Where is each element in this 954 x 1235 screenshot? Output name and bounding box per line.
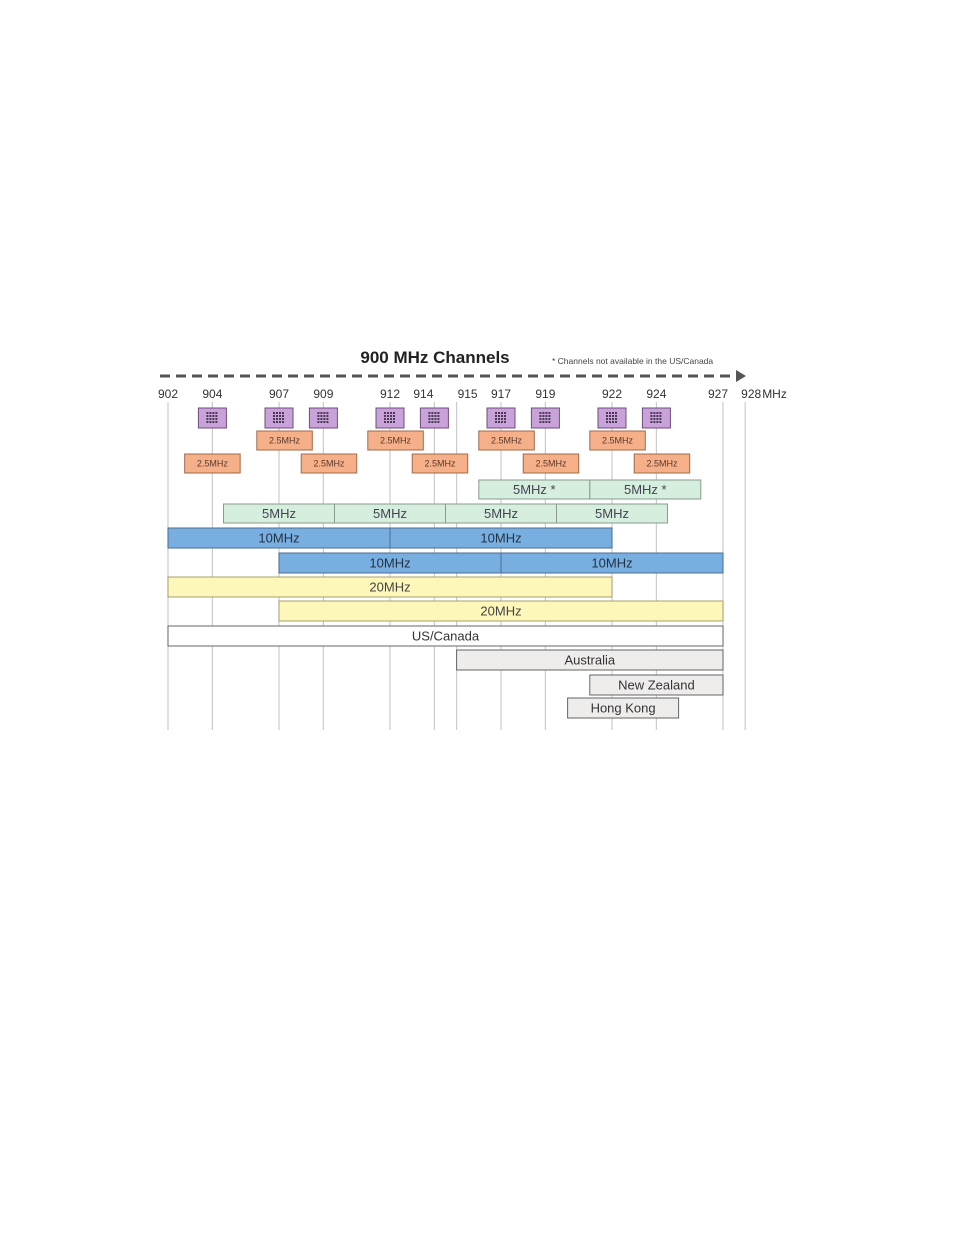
channel-grid-dot — [279, 421, 281, 423]
narrow-channel-917 — [487, 408, 515, 428]
channel-grid-dot — [384, 418, 386, 420]
tick-label-915: 915 — [457, 387, 478, 401]
channel-grid-dot — [653, 415, 655, 417]
channel-grid-dot — [609, 421, 611, 423]
channel-grid-dot — [273, 421, 275, 423]
channel-grid-dot — [539, 421, 541, 423]
channel-bar-label: 10MHz — [369, 555, 411, 571]
channel-grid-dot — [498, 421, 500, 423]
tick-label-912: 912 — [379, 387, 401, 401]
channel-grid-dot — [542, 412, 544, 414]
channel-grid-dot — [209, 415, 211, 417]
tick-label-928: 928 — [741, 387, 762, 401]
channel-bar-label: 5MHz — [484, 506, 518, 522]
channel-bar-label: Australia — [564, 652, 616, 668]
channel-grid-dot — [542, 415, 544, 417]
channel-grid-dot — [387, 412, 389, 414]
channel-grid-dot — [612, 421, 614, 423]
channel-grid-dot — [612, 415, 614, 417]
channel-bar-label: 2.5MHz — [380, 435, 412, 446]
channel-bar — [557, 504, 668, 523]
channel-bar — [168, 528, 390, 548]
channel-grid-dot — [212, 415, 214, 417]
tick-label-904: 904 — [202, 387, 223, 401]
channel-row-5 — [168, 528, 612, 548]
channel-row-8 — [279, 601, 723, 621]
channel-grid-dot — [276, 418, 278, 420]
axis-tick-labels — [158, 387, 787, 401]
channel-grid-dot — [501, 421, 503, 423]
channel-bar-label: 2.5MHz — [424, 458, 456, 469]
channel-bar-label: 2.5MHz — [535, 458, 567, 469]
tick-label-902: 902 — [157, 387, 179, 401]
channel-grid-dot — [542, 421, 544, 423]
channel-grid-dot — [215, 418, 217, 420]
channel-grid-dot — [387, 421, 389, 423]
channel-bar-label: 2.5MHz — [196, 458, 228, 469]
channel-grid-dot — [428, 418, 430, 420]
channel-row-7 — [168, 577, 612, 597]
channel-grid-dot — [504, 418, 506, 420]
channel-grid-dot — [545, 412, 547, 414]
channel-grid-dot — [501, 412, 503, 414]
channel-grid-dot — [606, 418, 608, 420]
tick-label-907: 907 — [268, 387, 290, 401]
channel-grid-dot — [282, 421, 284, 423]
channel-grid-dot — [206, 421, 208, 423]
channel-grid-dot — [609, 418, 611, 420]
channel-grid-dot — [276, 415, 278, 417]
narrow-channel-boxes — [198, 408, 670, 428]
channel-bar-label: 5MHz — [595, 506, 629, 522]
narrow-channel-904 — [198, 408, 226, 428]
channel-bar — [301, 454, 357, 473]
channel-grid-dot — [215, 412, 217, 414]
channel-grid-dot — [282, 418, 284, 420]
channel-bar-label: Hong Kong — [590, 700, 656, 716]
channel-grid-dot — [326, 415, 328, 417]
channel-grid-dot — [431, 421, 433, 423]
channel-grid-dot — [437, 418, 439, 420]
channel-grid-dot — [609, 415, 611, 417]
channel-bar-label: 5MHz — [373, 506, 407, 522]
channel-grid-dot — [384, 415, 386, 417]
tick-label-924: 924 — [646, 387, 667, 401]
diagram-title: 900 MHz Channels — [360, 348, 510, 367]
channel-grid-dot — [384, 421, 386, 423]
channel-grid-dot — [393, 421, 395, 423]
channel-grid-dot — [653, 418, 655, 420]
channel-bar — [185, 454, 241, 473]
channel-grid-dot — [212, 418, 214, 420]
channel-grid-dot — [545, 421, 547, 423]
channel-grid-dot — [434, 421, 436, 423]
channel-bar-label: 20MHz — [369, 579, 411, 595]
channel-bar — [168, 577, 612, 597]
tick-label-927: 927 — [707, 387, 729, 401]
channel-grid-dot — [279, 412, 281, 414]
channel-bar-label: 5MHz * — [512, 482, 556, 498]
channel-grid-dot — [656, 421, 658, 423]
channel-grid-dot — [434, 415, 436, 417]
channel-grid-dot — [387, 415, 389, 417]
channel-grid-dot — [206, 412, 208, 414]
channel-grid-dot — [206, 418, 208, 420]
channel-bar-label: 20MHz — [480, 603, 522, 619]
channel-bar — [590, 431, 646, 450]
channel-grid-dot — [320, 412, 322, 414]
narrow-channel-909 — [309, 408, 337, 428]
channel-grid-dot — [653, 412, 655, 414]
channel-grid-dot — [320, 421, 322, 423]
channel-grid-dot — [539, 412, 541, 414]
channel-bar — [279, 553, 501, 573]
channel-bar-label: 10MHz — [591, 555, 633, 571]
channel-bar-label: 2.5MHz — [269, 435, 301, 446]
channel-grid-dot — [501, 418, 503, 420]
channel-grid-dot — [437, 412, 439, 414]
channel-grid-dot — [650, 418, 652, 420]
channel-grid-dot — [384, 412, 386, 414]
channel-row-12 — [568, 698, 679, 718]
channel-grid-dot — [282, 415, 284, 417]
channel-bar-label: 2.5MHz — [646, 458, 678, 469]
channel-grid-dot — [323, 421, 325, 423]
channel-grid-dot — [215, 421, 217, 423]
channel-bar — [479, 431, 535, 450]
channel-grid-dot — [437, 415, 439, 417]
footnote-text: * Channels not available in the US/Canada — [552, 356, 714, 366]
channel-grid-dot — [548, 421, 550, 423]
channel-bar-label: 5MHz — [262, 506, 296, 522]
channel-grid-dot — [320, 418, 322, 420]
tick-label-917: 917 — [490, 387, 512, 401]
channel-grid-dot — [212, 421, 214, 423]
channel-grid-dot — [276, 412, 278, 414]
channel-grid-dot — [548, 412, 550, 414]
channel-bar — [279, 601, 723, 621]
channel-grid-dot — [659, 418, 661, 420]
frequency-axis-arrow — [160, 370, 746, 382]
channel-bar — [335, 504, 446, 523]
channel-grid-dot — [393, 415, 395, 417]
tick-label-909: 909 — [313, 387, 334, 401]
narrow-channel-907 — [265, 408, 293, 428]
tick-label-922: 922 — [601, 387, 623, 401]
channel-grid-dot — [495, 418, 497, 420]
channel-bar — [224, 504, 335, 523]
channel-bar — [390, 528, 612, 548]
channel-grid-dot — [273, 412, 275, 414]
channel-grid-dot — [615, 412, 617, 414]
channel-grid-dot — [656, 418, 658, 420]
channel-grid-dot — [498, 412, 500, 414]
channel-grid-dot — [273, 418, 275, 420]
channel-grid-dot — [609, 412, 611, 414]
channel-grid-dot — [653, 421, 655, 423]
channel-bar-label: 10MHz — [480, 530, 522, 546]
channel-grid-dot — [650, 421, 652, 423]
channel-bar-label: 2.5MHz — [313, 458, 345, 469]
channel-bar — [412, 454, 468, 473]
channel-grid-dot — [326, 418, 328, 420]
channel-grid-dot — [656, 415, 658, 417]
channel-grid-dot — [656, 412, 658, 414]
channel-bar — [368, 431, 424, 450]
channel-grid-dot — [317, 415, 319, 417]
channel-grid-dot — [495, 421, 497, 423]
channel-grid-dot — [317, 412, 319, 414]
channel-bar-label: 5MHz * — [623, 482, 667, 498]
channel-grid-dot — [390, 418, 392, 420]
channel-row-10 — [457, 650, 723, 670]
channel-grid-dot — [606, 415, 608, 417]
channel-rows — [168, 431, 723, 718]
channel-bar — [257, 431, 313, 450]
channel-grid-dot — [495, 415, 497, 417]
channel-bar — [590, 675, 723, 695]
channel-bar-label: New Zealand — [618, 677, 695, 693]
channel-grid-dot — [212, 412, 214, 414]
channel-grid-dot — [323, 418, 325, 420]
channel-grid-dot — [428, 412, 430, 414]
channel-grid-dot — [548, 418, 550, 420]
channel-grid-dot — [437, 421, 439, 423]
channel-grid-dot — [209, 418, 211, 420]
channel-bar-label: US/Canada — [411, 628, 480, 644]
channel-grid-dot — [545, 415, 547, 417]
channel-bar — [479, 480, 590, 499]
channel-grid-dot — [209, 421, 211, 423]
channel-grid-dot — [434, 418, 436, 420]
narrow-channel-924 — [642, 408, 670, 428]
channel-row-6 — [279, 553, 723, 573]
channel-row-4 — [224, 504, 668, 523]
channel-grid-dot — [615, 421, 617, 423]
channel-grid-dot — [326, 421, 328, 423]
channel-grid-dot — [431, 415, 433, 417]
channel-grid-dot — [323, 412, 325, 414]
channel-bar — [523, 454, 579, 473]
channel-grid-dot — [659, 412, 661, 414]
channel-grid-dot — [545, 418, 547, 420]
channel-grid-dot — [390, 412, 392, 414]
tick-label-914: 914 — [413, 387, 434, 401]
channel-bar — [568, 698, 679, 718]
channel-grid-dot — [504, 421, 506, 423]
channel-grid-dot — [659, 415, 661, 417]
narrow-channel-914 — [420, 408, 448, 428]
channel-grid-dot — [320, 415, 322, 417]
channel-grid-dot — [431, 418, 433, 420]
arrow-head-icon — [736, 370, 746, 382]
channel-grid-dot — [606, 421, 608, 423]
channel-row-2 — [185, 454, 690, 473]
channel-grid-dot — [209, 412, 211, 414]
channel-grid-dot — [539, 418, 541, 420]
channel-grid-dot — [501, 415, 503, 417]
channel-row-11 — [590, 675, 723, 695]
channel-grid-dot — [326, 412, 328, 414]
channel-grid-dot — [390, 421, 392, 423]
channel-bar — [457, 650, 723, 670]
channel-grid-dot — [615, 418, 617, 420]
channel-grid-dot — [504, 415, 506, 417]
channel-grid-dot — [615, 415, 617, 417]
channel-grid-dot — [428, 421, 430, 423]
channel-bar — [634, 454, 690, 473]
narrow-channel-919 — [531, 408, 559, 428]
channel-grid-dot — [323, 415, 325, 417]
channel-row-3 — [479, 480, 701, 499]
channel-grid-dot — [279, 418, 281, 420]
channel-grid-dot — [606, 412, 608, 414]
channel-grid-dot — [428, 415, 430, 417]
channel-bar — [446, 504, 557, 523]
channel-grid-dot — [504, 412, 506, 414]
channel-bar — [590, 480, 701, 499]
channel-bar-label: 10MHz — [258, 530, 300, 546]
channel-grid-dot — [282, 412, 284, 414]
channel-grid-dot — [317, 418, 319, 420]
channel-grid-dot — [390, 415, 392, 417]
channel-grid-dot — [206, 415, 208, 417]
channel-bar — [501, 553, 723, 573]
channel-grid-dot — [612, 412, 614, 414]
channel-grid-dot — [276, 421, 278, 423]
channel-grid-dot — [434, 412, 436, 414]
channel-grid-dot — [542, 418, 544, 420]
channel-grid-dot — [659, 421, 661, 423]
channel-bar-label: 2.5MHz — [602, 435, 634, 446]
channel-grid-dot — [387, 418, 389, 420]
channel-grid-dot — [215, 415, 217, 417]
channel-grid-dot — [498, 415, 500, 417]
channel-grid-dot — [393, 412, 395, 414]
channel-bar — [168, 626, 723, 646]
axis-unit-label: MHz — [762, 387, 787, 401]
narrow-channel-912 — [376, 408, 404, 428]
channel-grid-dot — [273, 415, 275, 417]
channel-row-1 — [257, 431, 646, 450]
channel-grid-dot — [317, 421, 319, 423]
channel-grid-dot — [495, 412, 497, 414]
channel-grid-dot — [539, 415, 541, 417]
tick-label-919: 919 — [535, 387, 556, 401]
channel-grid-dot — [431, 412, 433, 414]
channel-grid-dot — [650, 415, 652, 417]
channel-grid-dot — [279, 415, 281, 417]
channel-grid-dot — [498, 418, 500, 420]
channel-row-9 — [168, 626, 723, 646]
channel-grid-dot — [612, 418, 614, 420]
channel-grid-dot — [393, 418, 395, 420]
channel-bar-label: 2.5MHz — [491, 435, 523, 446]
channel-grid-dot — [548, 415, 550, 417]
channel-grid-dot — [650, 412, 652, 414]
narrow-channel-922 — [598, 408, 626, 428]
